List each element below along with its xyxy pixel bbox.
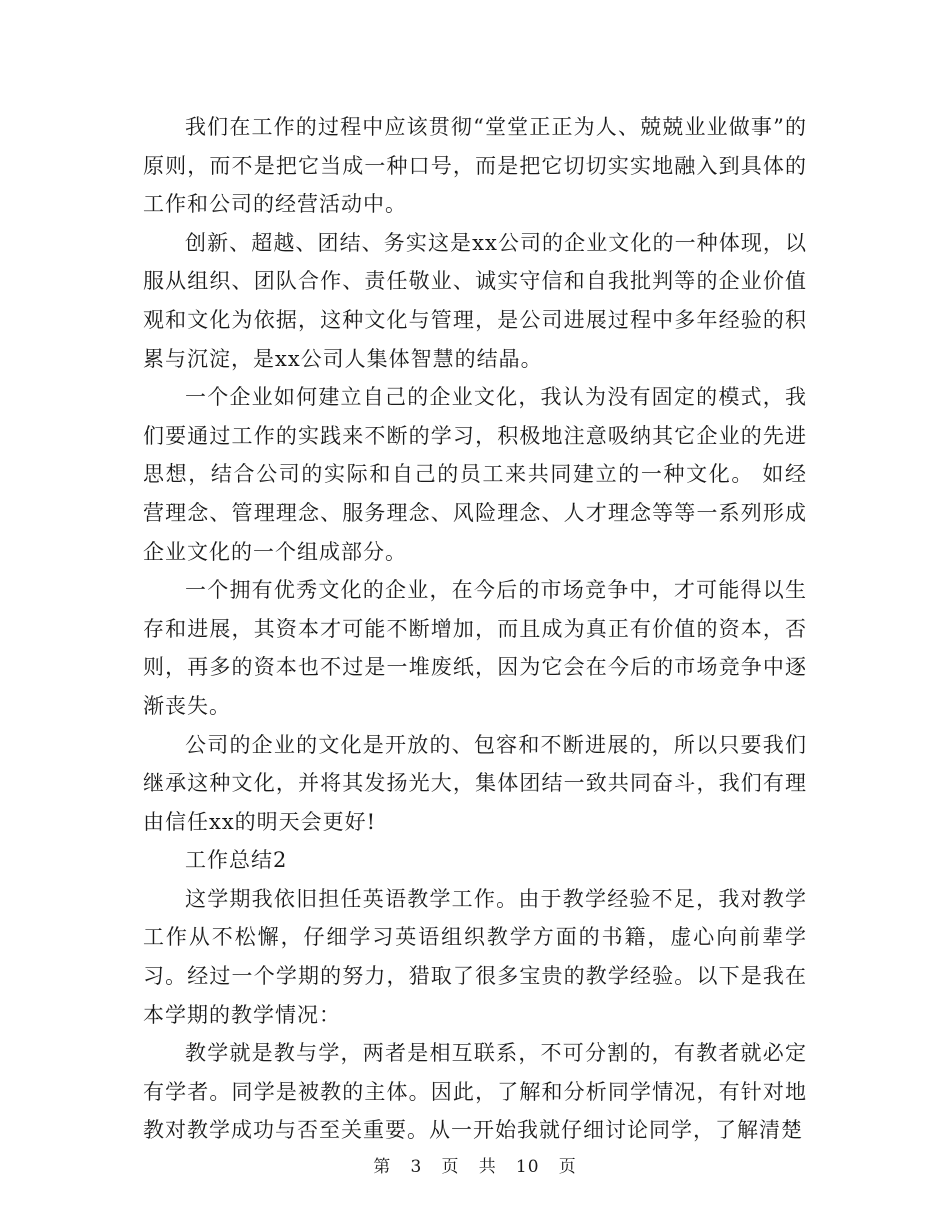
document-body xyxy=(143,108,807,1150)
footer-prefix: 第 xyxy=(373,1157,392,1177)
total-pages-number: 10 xyxy=(515,1157,540,1177)
footer-suffix: 页 xyxy=(558,1157,577,1177)
paragraph: 创新、超越、团结、务实这是xx公司的企业文化的一种体现，以服从组织、团队合作、责任敬业、诚实守信和自我批判等的企业价值观和文化为依据，这种文化与管理，是公司进展过程中多年经验的积累与沉淀，是xx公司人集体智慧的结晶。 xyxy=(143,230,807,371)
paragraph: 一个企业如何建立自己的企业文化，我认为没有固定的模式，我们要通过工作的实践来不断的学习，积极地注意吸纳其它企业的先进思想，结合公司的实际和自己的员工来共同建立的一种文化。 如经营理念、管理理念、服务理念、风险理念、人才理念等等一系列形成企业文化的一个组成部分。 xyxy=(143,385,807,564)
paragraph: 教学就是教与学，两者是相互联系，不可分割的，有教者就必定有学者。同学是被教的主体。因此，了解和分析同学情况，有针对地教对教学成功与否至关重要。从一开始我就仔细讨论同学，了解清楚 xyxy=(143,1041,807,1143)
paragraph: 一个拥有优秀文化的企业，在今后的市场竞争中，才可能得以生存和进展，其资本才可能不断增加，而且成为真正有价值的资本，否则，再多的资本也不过是一堆废纸，因为它会在今后的市场竞争中逐渐丧失。 xyxy=(143,578,807,718)
footer-page-word: 页 xyxy=(441,1157,460,1177)
page-footer xyxy=(0,1152,950,1177)
paragraph: 这学期我依旧担任英语教学工作。由于教学经验不足，我对教学工作从不松懈，仔细学习英语组织教学方面的书籍，虚心向前辈学习。经过一个学期的努力，猎取了很多宝贵的教学经验。以下是我在本学期的教学情况： xyxy=(143,886,807,1027)
paragraph: 我们在工作的过程中应该贯彻“堂堂正正为人、兢兢业业做事”的原则，而不是把它当成一种口号，而是把它切切实实地融入到具体的工作和公司的经营活动中。 xyxy=(143,115,807,217)
footer-total-word: 共 xyxy=(478,1157,497,1177)
current-page-number: 3 xyxy=(410,1157,423,1177)
section-heading: 工作总结2 xyxy=(185,848,288,873)
paragraph: 公司的企业的文化是开放的、包容和不断进展的，所以只要我们继承这种文化，并将其发扬光大，集体团结一致共同奋斗，我们有理由信任xx的明天会更好! xyxy=(143,732,807,834)
